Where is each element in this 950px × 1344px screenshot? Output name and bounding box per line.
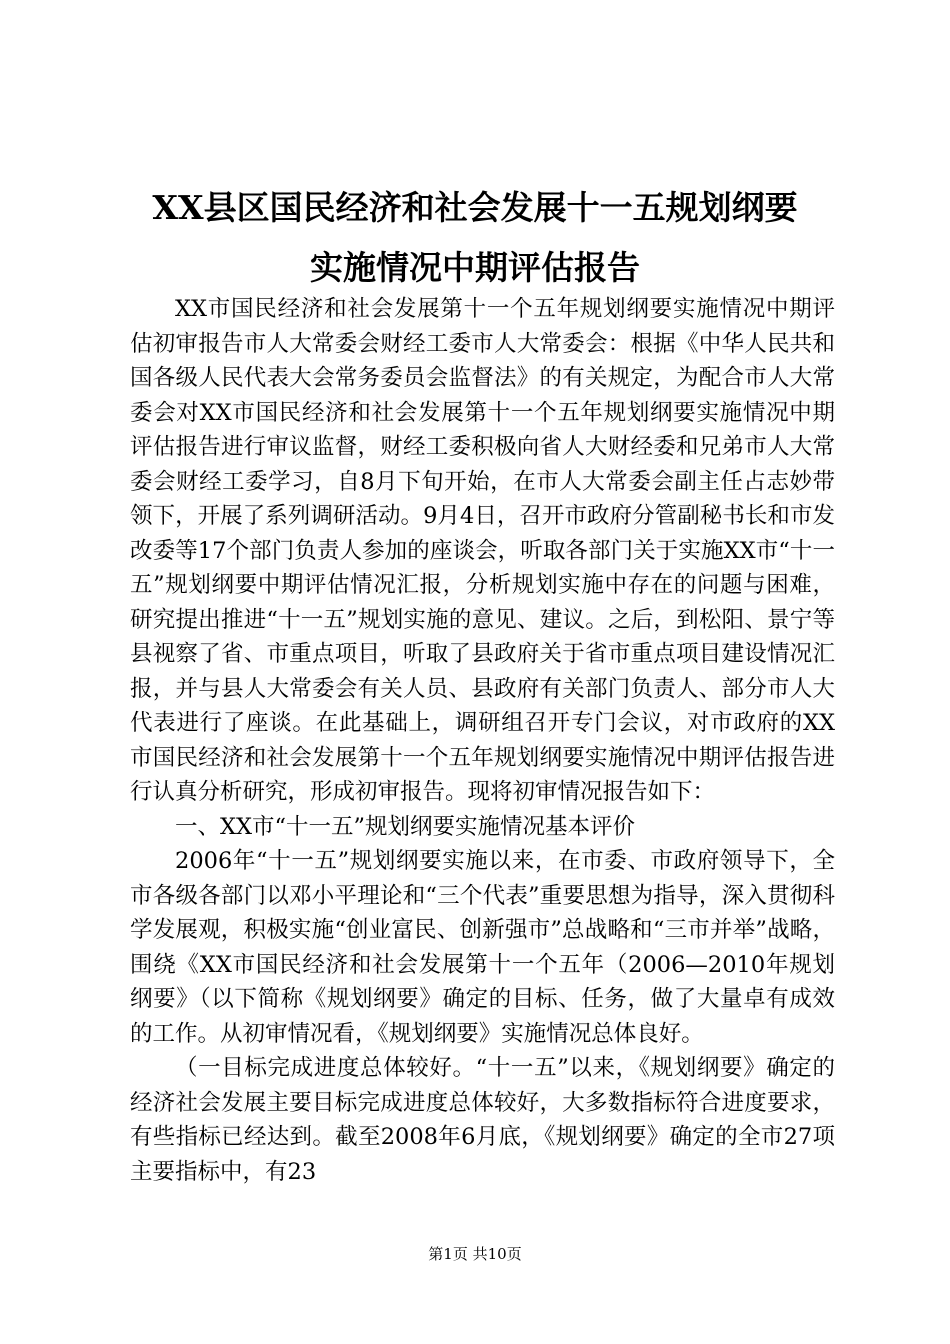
document-title-line-2: 实施情况中期评估报告 bbox=[310, 248, 640, 287]
section-heading-1: 一、XX市“十一五”规划纲要实施情况基本评价 bbox=[175, 813, 636, 840]
page-footer: 第1页 共10页 bbox=[428, 1245, 522, 1263]
document-body bbox=[130, 292, 835, 1189]
document-title-line-1: XX县区国民经济和社会发展十一五规划纲要 bbox=[152, 188, 798, 227]
paragraph-evaluation: 2006年“十一五”规划纲要实施以来，在市委、市政府领导下，全市各级各部门以邓小平理论和“三个代表”重要思想为指导，深入贯彻科学发展观，积极实施“创业富民、创新强市”总战略和“三市并举”战略，围绕《XX市国民经济和社会发展第十一个五年（2006—2010年规划纲要》（以下简称《规划纲要》确定的目标、任务，做了大量卓有成效的工作。从初审情况看，《规划纲要》实施情况总体良好。 bbox=[130, 848, 835, 1047]
paragraph-intro: XX市国民经济和社会发展第十一个五年规划纲要实施情况中期评估初审报告市人大常委会财经工委市人大常委会：根据《中华人民共和国各级人民代表大会常务委员会监督法》的有关规定，为配合市人大常委会对XX市国民经济和社会发展第十一个五年规划纲要实施情况中期评估报告进行审议监督，财经工委积极向省人大财经委和兄弟市人大常委会财经工委学习，自8月下旬开始，在市人大常委会副主任占志妙带领下，开展了系列调研活动。9月4日，召开市政府分管副秘书长和市发改委等17个部门负责人参加的座谈会，听取各部门关于实施XX市“十一五”规划纲要中期评估情况汇报，分析规划实施中存在的问题与困难，研究提出推进“十一五”规划实施的意见、建议。之后，到松阳、景宁等县视察了省、市重点项目，听取了县政府关于省市重点项目建设情况汇报，并与县人大常委会有关人员、县政府有关部门负责人、部分市人大代表进行了座谈。在此基础上，调研组召开专门会议，对市政府的XX市国民经济和社会发展第十一个五年规划纲要实施情况中期评估报告进行认真分析研究，形成初审报告。现将初审情况报告如下： bbox=[130, 296, 835, 805]
paragraph-subsection-1: （一目标完成进度总体较好。“十一五”以来，《规划纲要》确定的经济社会发展主要目标完成进度总体较好，大多数指标符合进度要求，有些指标已经达到。截至2008年6月底，《规划纲要》确定的全市27项主要指标中，有23 bbox=[130, 1055, 835, 1185]
